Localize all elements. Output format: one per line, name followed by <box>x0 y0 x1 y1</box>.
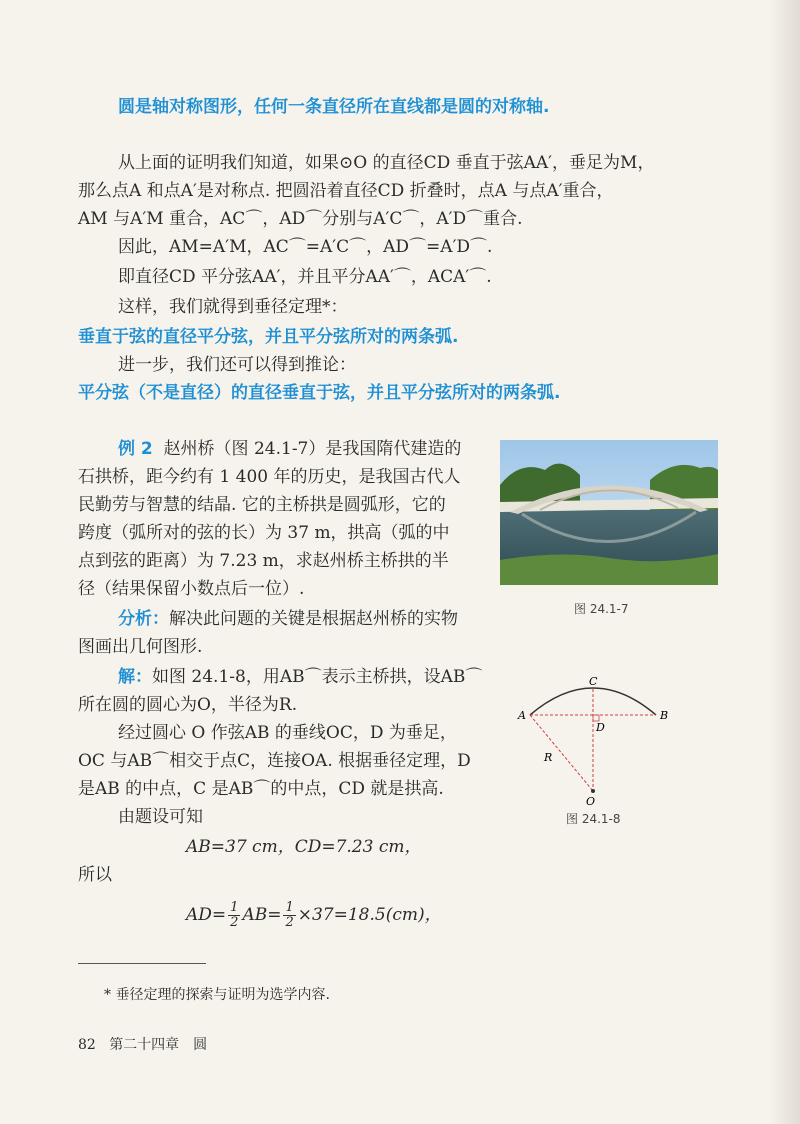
footnote-rule <box>78 963 206 964</box>
fraction-denominator: 2 <box>285 915 294 930</box>
fraction-half-2 <box>283 901 295 930</box>
axis-symmetry-statement: 圆是轴对称图形，任何一条直径所在直线都是圆的对称轴. <box>118 97 550 117</box>
zhaozhou-bridge-photo <box>500 440 718 585</box>
given-equation: AB=37 cm，CD=7.23 cm， <box>186 837 422 857</box>
solution-line-3: 经过圆心 O 作弦AB 的垂线OC，D 为垂足， <box>118 723 457 743</box>
ad-equation-left: AD= <box>186 905 227 925</box>
radius-oa <box>530 715 593 791</box>
example-line-3: 民勤劳与智慧的结晶. 它的主桥拱是圆弧形，它的 <box>78 495 446 515</box>
example-line-4: 跨度（弧所对的弦的长）为 37 m，拱高（弧的中 <box>78 523 450 543</box>
center-point <box>591 789 595 793</box>
label-o: O <box>586 795 596 808</box>
solution-line-6: 由题设可知 <box>118 807 203 827</box>
diagram-caption: 图 24.1-8 <box>566 812 621 826</box>
footnote: * 垂径定理的探索与证明为选学内容. <box>104 987 330 1003</box>
proof-line-2: 那么点A 和点A′是对称点. 把圆沿着直径CD 折叠时，点A 与点A′重合， <box>78 181 614 201</box>
example-line-5: 点到弦的距离）为 7.23 m，求赵州桥主桥拱的半 <box>78 551 449 571</box>
perpendicular-diameter-theorem: 垂直于弦的直径平分弦，并且平分弦所对的两条弧. <box>78 327 459 347</box>
proof-line-7: 进一步，我们还可以得到推论： <box>118 355 356 375</box>
analysis-label: 分析： <box>118 609 169 629</box>
proof-line-4: 因此，AM=A′M，AC⌒=A′C⌒，AD⌒=A′D⌒. <box>118 237 493 257</box>
solution-line-1 <box>118 666 482 688</box>
circle-chord-diagram <box>500 665 700 810</box>
proof-line-3: AM 与A′M 重合，AC⌒，AD⌒分别与A′C⌒，A′D⌒重合. <box>78 209 523 229</box>
solution-line-5: 是AB 的中点，C 是AB⌒的中点，CD 就是拱高. <box>78 779 444 799</box>
ad-equation-right: ×37=18.5(cm)， <box>297 905 442 925</box>
label-c: C <box>589 675 598 688</box>
page-footer <box>78 1034 207 1056</box>
proof-line-6: 这样，我们就得到垂径定理*： <box>118 297 348 317</box>
page-edge-shadow <box>770 0 800 1124</box>
bridge-illustration <box>500 440 718 585</box>
analysis-line-2: 图画出几何图形. <box>78 637 203 657</box>
example-line-6: 径（结果保留小数点后一位）. <box>78 579 305 599</box>
ad-equation <box>186 900 442 930</box>
theorem-corollary: 平分弦（不是直径）的直径垂直于弦，并且平分弦所对的两条弧. <box>78 383 561 403</box>
label-a: A <box>518 709 526 722</box>
label-d: D <box>596 721 605 734</box>
analysis-line-1 <box>118 608 458 630</box>
fraction-numerator: 1 <box>285 900 294 915</box>
solution-text-1: 如图 24.1-8，用AB⌒表示主桥拱，设AB⌒ <box>152 667 483 687</box>
solution-line-2: 所在圆的圆心为O，半径为R. <box>78 695 298 715</box>
page-number: 82 <box>78 1037 96 1053</box>
solution-line-4: OC 与AB⌒相交于点C，连接OA. 根据垂径定理，D <box>78 751 471 771</box>
label-b: B <box>660 709 669 722</box>
example-label: 例 2 <box>118 439 153 459</box>
fraction-half-1 <box>228 901 240 930</box>
example-line-1 <box>118 438 461 460</box>
chapter-title: 第二十四章 圆 <box>109 1037 208 1053</box>
fraction-numerator: 1 <box>230 900 239 915</box>
solution-line-7: 所以 <box>78 865 112 885</box>
proof-line-5: 即直径CD 平分弦AA′，并且平分AA′⌒，ACA′⌒. <box>118 267 492 287</box>
fraction-denominator: 2 <box>230 915 239 930</box>
example-text-1: 赵州桥（图 24.1-7）是我国隋代建造的 <box>163 439 462 459</box>
ad-equation-mid: AB= <box>242 905 282 925</box>
example-line-2: 石拱桥，距今约有 1 400 年的历史，是我国古代人 <box>78 467 461 487</box>
analysis-text-1: 解决此问题的关键是根据赵州桥的实物 <box>169 609 458 629</box>
proof-line-1: 从上面的证明我们知道，如果⊙O 的直径CD 垂直于弦AA′，垂足为M， <box>118 153 655 173</box>
solution-label: 解： <box>118 667 152 687</box>
label-r: R <box>544 751 553 764</box>
photo-caption: 图 24.1-7 <box>574 602 629 616</box>
